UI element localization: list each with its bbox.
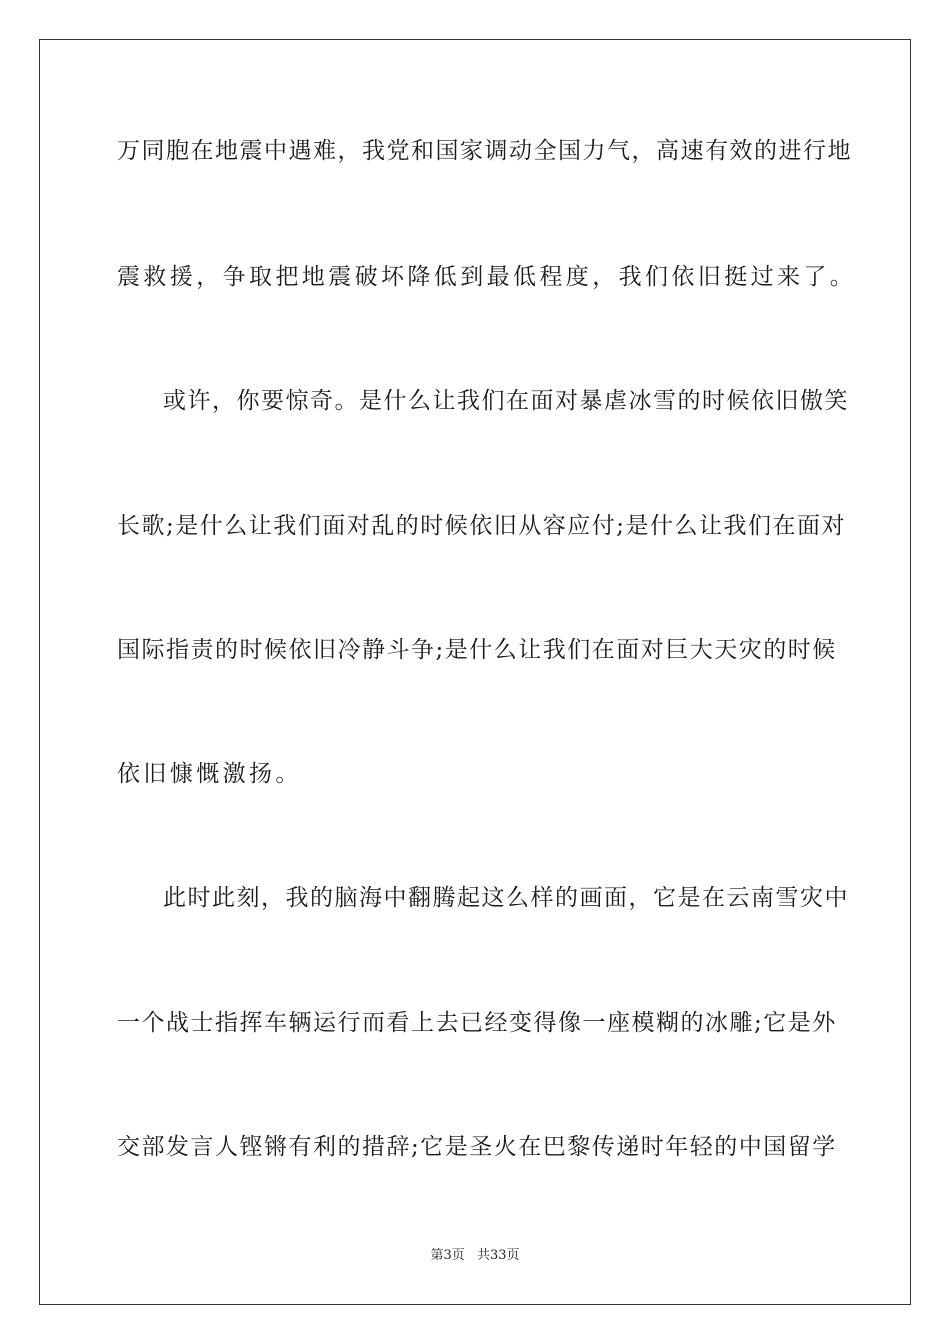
- page-frame: [39, 39, 911, 1305]
- text-line: 万同胞在地震中遇难，我党和国家调动全国力气，高速有效的进行地: [117, 138, 852, 164]
- text-line: 一个战士指挥车辆运行而看上去已经变得像一座模糊的冰雕;它是外: [117, 1010, 837, 1036]
- page-number: 第3页: [430, 1248, 465, 1263]
- page-total: 共33页: [476, 1248, 520, 1263]
- text-line: 长歌;是什么让我们面对乱的时候依旧从容应付;是什么让我们在面对: [117, 513, 846, 539]
- page-footer: [0, 1247, 950, 1265]
- text-line: 国际指责的时候依旧冷静斗争;是什么让我们在面对巨大天灾的时候: [117, 637, 837, 663]
- text-line: 或许，你要惊奇。是什么让我们在面对暴虐冰雪的时候依旧傲笑: [163, 388, 849, 414]
- text-line: 交部发言人铿锵有利的措辞;它是圣火在巴黎传递时年轻的中国留学: [117, 1134, 837, 1160]
- text-line: 震救援，争取把地震破坏降低到最低程度，我们依旧挺过来了。: [117, 264, 857, 290]
- text-line: 依旧慷慨激扬。: [117, 761, 302, 787]
- text-line: 此时此刻，我的脑海中翻腾起这么样的画面，它是在云南雪灾中: [163, 885, 849, 911]
